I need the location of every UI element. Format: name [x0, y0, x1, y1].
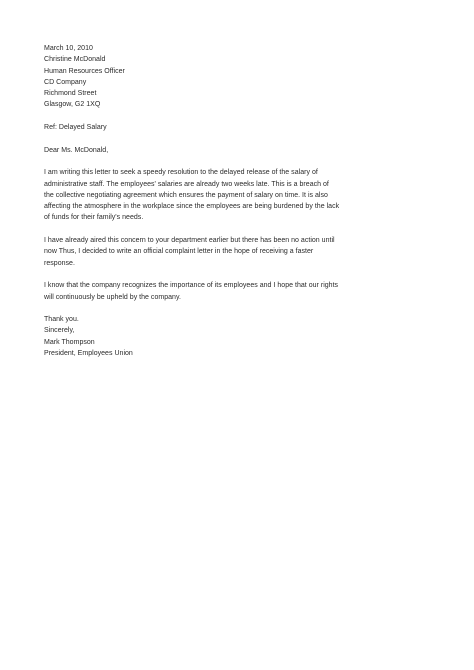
signer-title: President, Employees Union: [44, 350, 133, 358]
reference-line-block: [44, 122, 436, 133]
paragraph-line: I have already aired this concern to your department earlier but there has been no action until: [44, 237, 335, 245]
recipient-name: Christine McDonald: [44, 56, 106, 64]
paragraph-2: [44, 235, 436, 269]
closing-block: [44, 314, 436, 359]
recipient-address: [44, 54, 436, 110]
paragraph-line: administrative staff. The employees' salaries are already two weeks late. This is a breach of: [44, 180, 329, 188]
paragraph-line: affecting the atmosphere in the workplace since the employees are being burdened by the lack: [44, 203, 340, 211]
salutation: Dear Ms. McDonald,: [44, 146, 109, 154]
paragraph-line: will continuously be upheld by the company.: [44, 293, 181, 301]
recipient-city: Glasgow, G2 1XQ: [44, 101, 101, 109]
spacer: [44, 269, 436, 280]
recipient-street: Richmond Street: [44, 90, 97, 98]
letter-body: [44, 43, 436, 359]
recipient-company: CD Company: [44, 78, 87, 86]
paragraph-1: [44, 167, 436, 223]
paragraph-line: response.: [44, 259, 75, 267]
spacer: [44, 111, 436, 122]
spacer: [44, 133, 436, 144]
paragraph-line: the collective negotiating agreement which ensures the payment of salary on time. It is also: [44, 191, 328, 199]
paragraph-line: of funds for their family's needs.: [44, 214, 144, 222]
recipient-title: Human Resources Officer: [44, 67, 125, 75]
paragraph-3: [44, 280, 436, 303]
spacer: [44, 224, 436, 235]
paragraph-line: I know that the company recognizes the importance of its employees and I hope that our rights: [44, 282, 339, 290]
paragraph-line: I am writing this letter to seek a speedy resolution to the delayed release of the salary of: [44, 169, 318, 177]
closing-sincerely: Sincerely,: [44, 327, 75, 335]
reference-line: Ref: Delayed Salary: [44, 124, 107, 132]
spacer: [44, 156, 436, 167]
paragraph-line: now Thus, I decided to write an official complaint letter in the hope of receiving a faster: [44, 248, 314, 256]
letter-date-block: [44, 43, 436, 54]
spacer: [44, 303, 436, 314]
letter-date: March 10, 2010: [44, 45, 93, 52]
salutation-block: [44, 145, 436, 156]
signer-name: Mark Thompson: [44, 338, 95, 346]
closing-thanks: Thank you.: [44, 316, 79, 324]
